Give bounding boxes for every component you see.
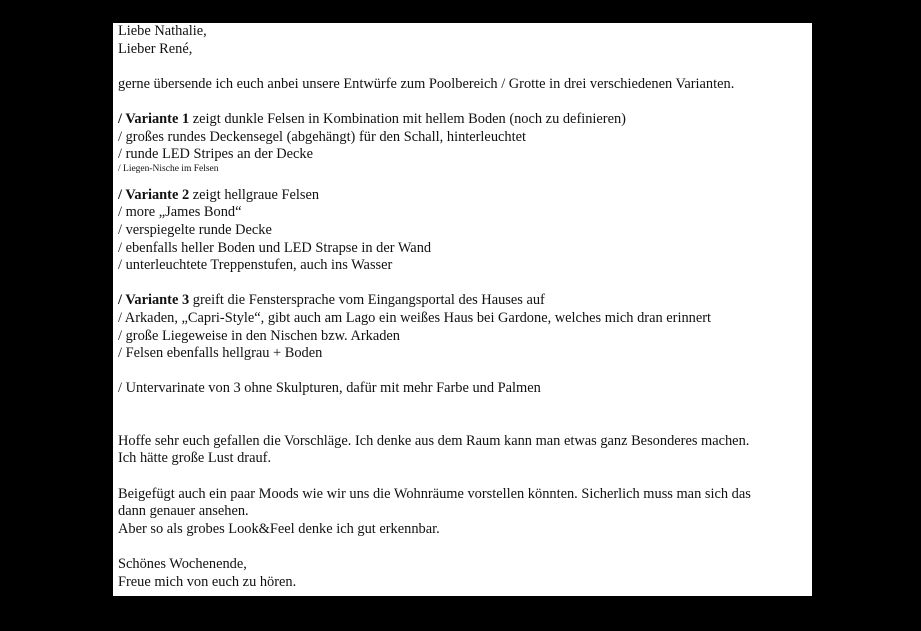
variant-3-label: / Variante 3 xyxy=(118,292,190,309)
hope-line-1: Hoffe sehr euch gefallen die Vorschläge. Ich denke aus dem Raum kann man etwas ganz Besonderes machen. xyxy=(118,432,750,449)
variant-3-item: / Felsen ebenfalls hellgrau + Boden xyxy=(118,345,323,362)
variant-1-small-note: / Liegen-Nische im Felsen xyxy=(118,163,219,174)
variant-2-heading xyxy=(118,187,812,205)
variant-1-item: / runde LED Stripes an der Decke xyxy=(118,146,314,163)
variant-2-item: / ebenfalls heller Boden und LED Strapse in der Wand xyxy=(118,239,432,256)
moods-line-1: Beigefügt auch ein paar Moods wie wir uns die Wohnräume vorstellen könnten. Sicherlich muss man sich das xyxy=(118,485,751,502)
variant-1-item: / großes rundes Deckensegel (abgehängt) für den Schall, hinterleuchtet xyxy=(118,128,526,145)
variant-2-item: / more „James Bond“ xyxy=(118,204,242,221)
variant-2-label: / Variante 2 xyxy=(118,186,190,203)
variant-1-label: / Variante 1 xyxy=(118,110,190,127)
closing-line-1: Schönes Wochenende, xyxy=(118,556,247,573)
variant-3-item: / große Liegeweise in den Nischen bzw. Arkaden xyxy=(118,327,400,344)
moods-line-3: Aber so als grobes Look&Feel denke ich gut erkennbar. xyxy=(118,520,440,537)
greeting-line-2: Lieber René, xyxy=(118,40,193,57)
variant-3-description: greift die Fenstersprache vom Eingangsportal des Hauses auf xyxy=(189,292,545,309)
variant-2-description: zeigt hellgraue Felsen xyxy=(189,186,320,203)
intro-paragraph: gerne übersende ich euch anbei unsere Entwürfe zum Poolbereich / Grotte in drei verschiedenen Varianten. xyxy=(118,75,735,92)
variant-1-heading xyxy=(118,111,812,129)
variant-3-heading xyxy=(118,292,812,310)
variant-2-item: / unterleuchtete Treppenstufen, auch ins Wasser xyxy=(118,257,393,274)
greeting-line-1: Liebe Nathalie, xyxy=(118,23,207,39)
variant-3-item: / Arkaden, „Capri-Style“, gibt auch am Lago ein weißes Haus bei Gardone, welches mich dran erinnert xyxy=(118,309,712,326)
closing-line-2: Freue mich von euch zu hören. xyxy=(118,573,297,590)
letter-page xyxy=(113,23,812,596)
variant-1-description: zeigt dunkle Felsen in Kombination mit hellem Boden (noch zu definieren) xyxy=(189,110,626,127)
hope-line-2: Ich hätte große Lust drauf. xyxy=(118,450,272,467)
sub-variant-note: / Untervarinate von 3 ohne Skulpturen, dafür mit mehr Farbe und Palmen xyxy=(118,380,541,397)
moods-line-2: dann genauer ansehen. xyxy=(118,503,249,520)
variant-2-item: / verspiegelte runde Decke xyxy=(118,221,272,238)
